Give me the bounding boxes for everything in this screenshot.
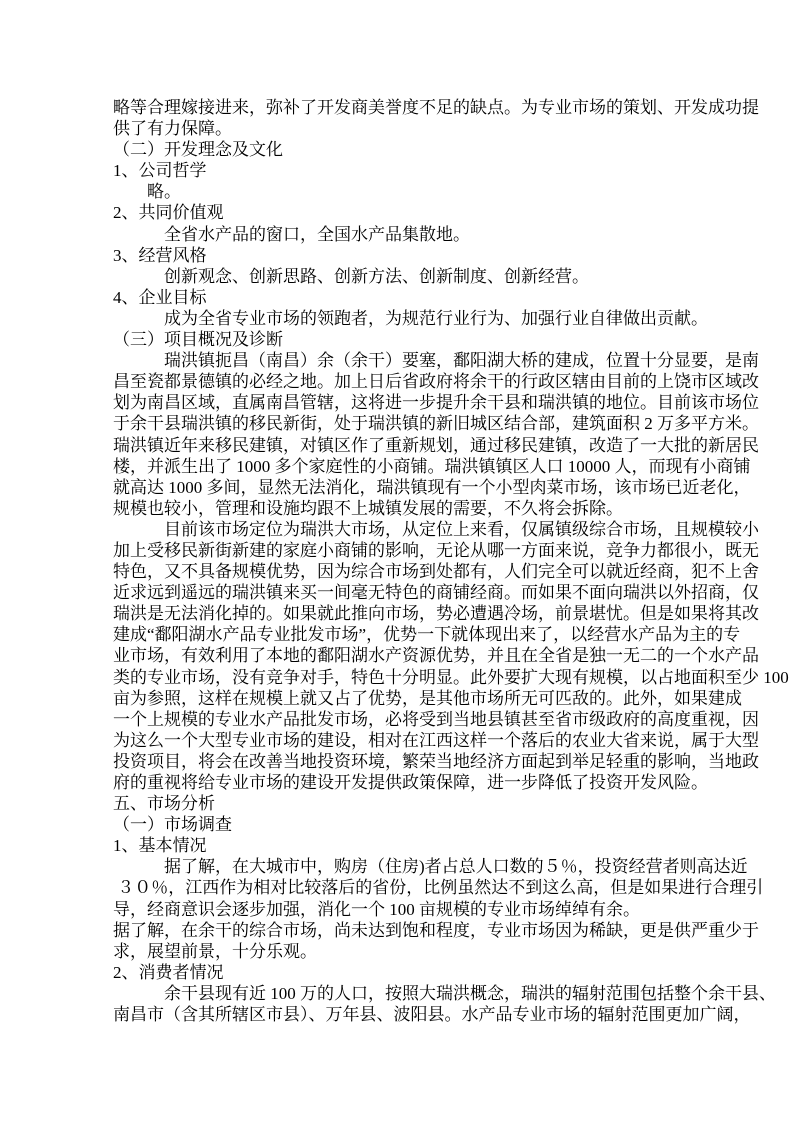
text-line: 1、基本情况 xyxy=(113,836,207,856)
text-line: 1、公司哲学 xyxy=(113,161,207,181)
text-line: 导，经商意识会逐步加强，消化一个 100 亩规模的专业市场绰绰有余。 xyxy=(113,899,640,919)
document-text-block xyxy=(113,97,789,1025)
text-line: 南昌市（含其所辖区市县）、万年县、波阳县。水产品专业市场的辐射范围更加广阔， xyxy=(113,1005,751,1025)
text-line: 规模也较小，管理和设施均跟不上城镇发展的需要，不久将会拆除。 xyxy=(113,498,623,518)
text-line: （三）项目概况及诊断 xyxy=(113,330,283,350)
text-line: 府的重视将给专业市场的建设开发提供政策保障，进一步降低了投资开发风险。 xyxy=(113,773,708,792)
text-line: 于余干县瑞洪镇的移民新街，处于瑞洪镇的新旧城区结合部，建筑面积 2 万多平方米。 xyxy=(113,414,759,434)
text-line: 略等合理嫁接进来，弥补了开发商美誉度不足的缺点。为专业市场的策划、开发成功提 xyxy=(113,98,759,117)
text-line: 据了解，在大城市中，购房（住房)者占总人口数的５％，投资经营者则高达近 xyxy=(113,857,748,877)
text-line: 类的专业市场，没有竞争对手，特色十分明显。此外要扩大现有规模，以占地面积至少 100 xyxy=(113,667,789,687)
text-line: 创新观念、创新思路、创新方法、创新制度、创新经营。 xyxy=(113,266,589,286)
text-line: 瑞洪是无法消化掉的。如果就此推向市场，势必遭遇冷场，前景堪忧。但是如果将其改 xyxy=(113,604,759,624)
text-line: 余干县现有近 100 万的人口，按照大瑞洪概念，瑞洪的辐射范围包括整个余干县、 xyxy=(113,983,776,1003)
text-line: （一）市场调查 xyxy=(113,815,232,835)
text-line: 略。 xyxy=(113,182,181,202)
text-line: 2、共同价值观 xyxy=(113,203,224,223)
text-line: 全省水产品的窗口，全国水产品集散地。 xyxy=(113,224,470,244)
text-line: 求，展望前景，十分乐观。 xyxy=(113,941,317,961)
text-line: 亩为参照，这样在规模上就又占了优势，是其他市场所无可匹敌的。此外，如果建成 xyxy=(113,688,742,708)
text-line: （二）开发理念及文化 xyxy=(113,140,283,160)
text-line: 为这么一个大型专业市场的建设，相对在江西这样一个落后的农业大省来说，属于大型 xyxy=(113,730,759,750)
text-line: 瑞洪镇近年来移民建镇，对镇区作了重新规划，通过移民建镇，改造了一大批的新居民 xyxy=(113,435,759,455)
text-line: 瑞洪镇扼昌（南昌）余（余干）要塞，鄱阳湖大桥的建成，位置十分显要，是南 xyxy=(113,351,759,371)
text-line: 近求远到遥远的瑞洪镇来买一间毫无特色的商铺经商。而如果不面向瑞洪以外招商，仅 xyxy=(113,583,759,603)
text-line: 特色，又不具备规模优势，因为综合市场到处都有，人们完全可以就近经商，犯不上舍 xyxy=(113,562,759,582)
text-line: 就高达 1000 多间，显然无法消化，瑞洪镇现有一个小型肉菜市场，该市场已近老化， xyxy=(113,477,751,497)
text-line: 划为南昌区域，直属南昌管辖，这将进一步提升余干县和瑞洪镇的地位。目前该市场位 xyxy=(113,393,759,413)
text-line: 供了有力保障。 xyxy=(113,119,232,139)
text-line: 3、经营风格 xyxy=(113,245,207,265)
text-line: 五、市场分析 xyxy=(113,794,215,814)
text-line: 据了解，在余干的综合市场，尚未达到饱和程度，专业市场因为稀缺，更是供严重少于 xyxy=(113,920,759,940)
text-line: 加上受移民新街新建的家庭小商铺的影响，无论从哪一方面来说，竞争力都很小，既无 xyxy=(113,540,759,560)
text-line: 成为全省专业市场的领跑者，为规范行业行为、加强行业自律做出贡献。 xyxy=(113,308,708,328)
text-line: 4、企业目标 xyxy=(113,287,207,307)
text-line: 一个上规模的专业水产品批发市场，必将受到当地县镇甚至省市级政府的高度重视，因 xyxy=(113,709,759,729)
text-line: ３０％，江西作为相对比较落后的省份，比例虽然达不到这么高，但是如果进行合理引 xyxy=(113,878,764,898)
text-line: 2、消费者情况 xyxy=(113,962,224,982)
text-line: 昌至瓷都景德镇的必经之地。加上日后省政府将余干的行政区辖由目前的上饶市区域改 xyxy=(113,372,759,392)
text-line: 业市场，有效利用了本地的鄱阳湖水产资源优势，并且在全省是独一无二的一个水产品 xyxy=(113,646,759,666)
text-line: 投资项目，将会在改善当地投资环境，繁荣当地经济方面起到举足轻重的影响，当地政 xyxy=(113,751,759,771)
text-line: 建成“鄱阳湖水产品专业批发市场”，优势一下就体现出来了，以经营水产品为主的专 xyxy=(113,625,741,645)
text-line: 目前该市场定位为瑞洪大市场，从定位上来看，仅属镇级综合市场，且规模较小 xyxy=(113,519,759,539)
text-line: 楼，并派生出了 1000 多个家庭性的小商铺。瑞洪镇镇区人口 10000 人，而现有小商铺 xyxy=(113,456,751,476)
